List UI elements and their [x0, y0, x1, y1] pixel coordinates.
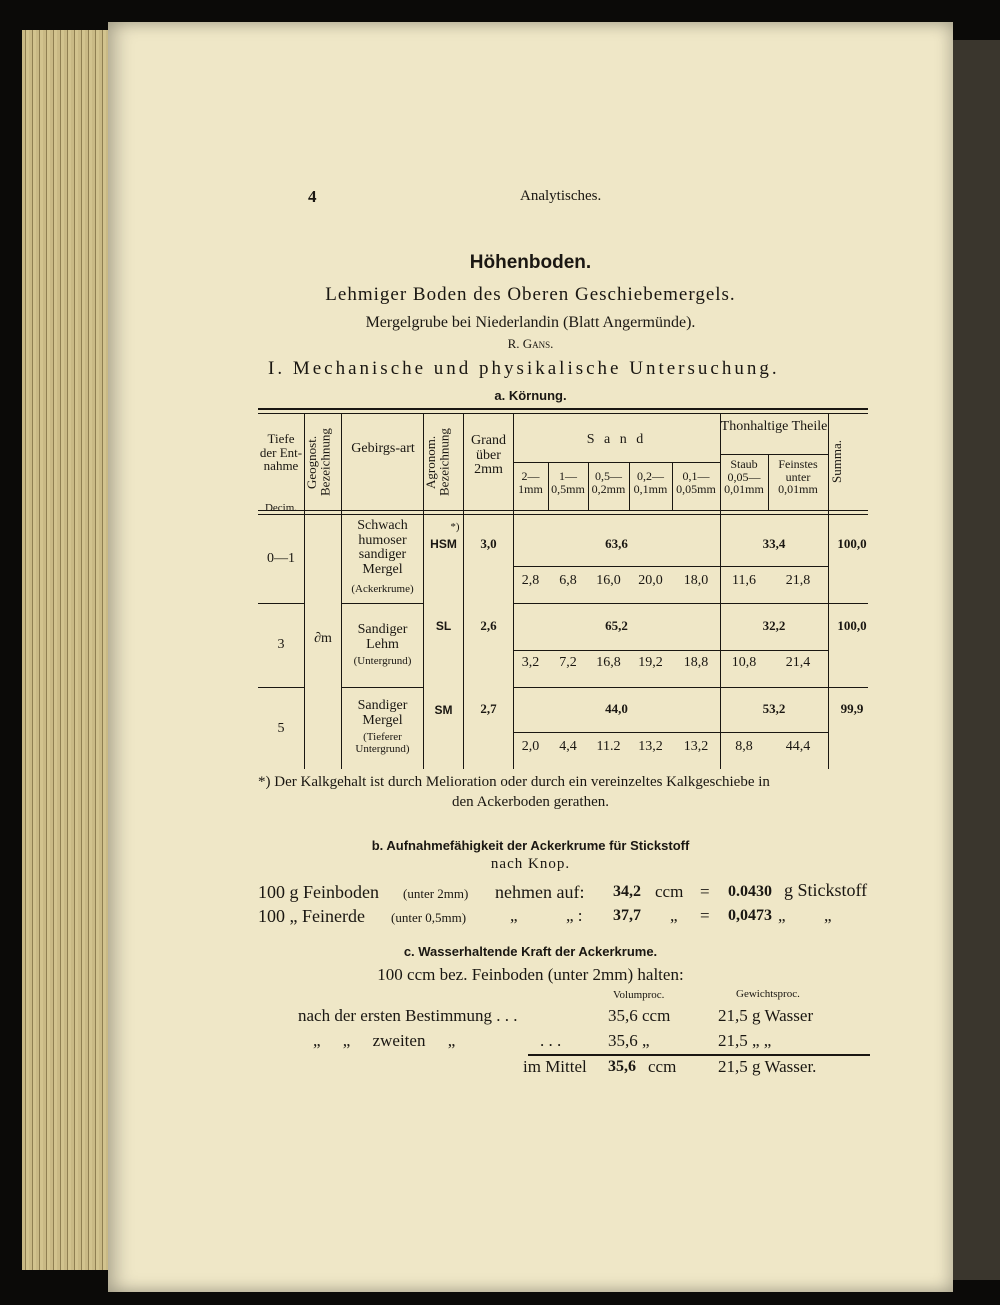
row-gebirgsart-note: (Tieferer Untergrund)	[355, 731, 410, 755]
text: 0.0430	[728, 883, 772, 900]
row-gebirgsart: Sandiger Mergel	[357, 698, 408, 728]
row-sand-value: 6,8	[559, 573, 577, 588]
author-line: R. Gans.	[507, 336, 554, 351]
row-grand: 2,7	[480, 701, 497, 716]
text: ccm	[655, 882, 684, 901]
mean-label: im Mittel	[523, 1057, 587, 1076]
row-sand-value: 19,2	[638, 655, 663, 670]
book-page	[108, 22, 953, 1292]
row-tiefe: 0—1	[267, 551, 295, 566]
text: (unter 2mm)	[403, 886, 469, 901]
row-grand: 2,6	[480, 618, 497, 633]
section-c-intro: 100 ccm bez. Feinboden (unter 2mm) halten:	[377, 965, 684, 984]
row-summa: 99,9	[840, 701, 864, 716]
row2-vol: 35,6 „	[608, 1031, 650, 1050]
geognost-value: ∂m	[314, 631, 332, 646]
row1-gew: 21,5 g Wasser	[718, 1006, 814, 1025]
text: 100 g Feinboden	[258, 882, 379, 902]
row-agronom: SM	[434, 703, 453, 717]
header-grand: Grand über 2mm	[471, 433, 506, 478]
row2-gew: 21,5 „ „	[718, 1031, 772, 1050]
row-tiefe: 3	[277, 637, 285, 652]
book-spine	[953, 40, 1000, 1280]
row-sand-total: 44,0	[605, 701, 628, 716]
footnote-marker: *)	[450, 521, 460, 533]
row-sand-value: 2,0	[521, 739, 540, 754]
row-sand-value: 16,0	[596, 573, 621, 588]
row-sand-value: 2,8	[521, 573, 540, 588]
header-sand-col2: 1— 0,5mm	[551, 469, 585, 496]
row-thon-total: 53,2	[762, 701, 786, 716]
row-gebirgsart: Sandiger Lehm	[357, 622, 408, 652]
row-agronom: HSM	[430, 537, 457, 551]
section-c-heading: c. Wasserhaltende Kraft der Ackerkrume.	[403, 944, 658, 959]
row-sand-value: 11.2	[596, 739, 621, 754]
text: nehmen auf:	[495, 882, 585, 902]
text: „	[670, 906, 678, 925]
section-b-sub: nach Knop.	[490, 856, 571, 872]
header-sand-col3: 0,5— 0,2mm	[591, 469, 626, 496]
header-sand-col5: 0,1— 0,05mm	[676, 469, 716, 496]
header-sand-col4: 0,2— 0,1mm	[633, 469, 668, 496]
header-thon-col1: Staub 0,05— 0,01mm	[724, 457, 764, 497]
row-thon-total: 32,2	[762, 618, 786, 633]
text: „ :	[566, 906, 583, 925]
page-number: 4	[308, 187, 317, 206]
row-sand-value: 3,2	[521, 655, 540, 670]
text: =	[700, 906, 710, 925]
row-sand-total: 63,6	[605, 536, 628, 551]
row-gebirgsart-note: (Ackerkrume)	[351, 583, 414, 595]
text: „	[778, 906, 786, 925]
text: „	[824, 906, 832, 925]
text: (unter 0,5mm)	[391, 910, 467, 925]
text: 37,7	[613, 907, 641, 924]
header-agronom: Agronom. Bezeichnung	[423, 428, 452, 496]
running-title: Analytisches.	[520, 188, 602, 204]
mean-vol-unit: ccm	[648, 1057, 677, 1076]
row2-dots: . . .	[540, 1031, 562, 1050]
subtitle: Lehmiger Boden des Oberen Geschiebemergels.	[325, 284, 736, 305]
row-thon-total: 33,4	[762, 536, 786, 551]
row-tiefe: 5	[277, 721, 285, 736]
col-gewichtsproc: Gewichtsproc.	[736, 988, 800, 1000]
row-summa: 100,0	[837, 536, 867, 551]
row-thon-value: 8,8	[735, 739, 753, 754]
footnote-line2: den Ackerboden gerathen.	[451, 794, 610, 810]
header-tiefe-unit: Decim.	[264, 502, 298, 514]
header-thon: Thonhaltige Theile	[720, 419, 828, 434]
section1a-heading: a. Körnung.	[494, 388, 567, 403]
sum-rule	[528, 1054, 870, 1056]
row-thon-value: 44,4	[785, 739, 811, 754]
row1-label: nach der ersten Bestimmung . . .	[298, 1006, 518, 1025]
text: 0,0473	[728, 907, 772, 924]
footnote-line1: *) Der Kalkgehalt ist durch Melioration oder durch ein vereinzeltes Kalkgeschiebe in	[258, 774, 770, 790]
row-gebirgsart-note: (Untergrund)	[353, 655, 412, 667]
header-gebirgsart: Gebirgs-art	[351, 441, 415, 456]
page-edges	[22, 30, 112, 1270]
header-thon-col2: Feinstes unter 0,01mm	[778, 457, 818, 497]
header-geognost: Geognost. Bezeichnung	[304, 428, 333, 496]
text: „	[510, 906, 518, 925]
row-sand-value: 7,2	[559, 655, 577, 670]
row-thon-value: 21,4	[785, 655, 811, 670]
header-tiefe: Tiefe der Ent-nahme	[259, 431, 303, 474]
row-sand-value: 18,0	[683, 573, 709, 588]
row-agronom: SL	[435, 619, 452, 633]
row-sand-value: 16,8	[596, 655, 621, 670]
row-thon-value: 21,8	[785, 573, 811, 588]
section-b-heading: b. Aufnahmefähigkeit der Ackerkrume für Stickstoff	[371, 838, 690, 853]
text: 100 „ Feinerde	[258, 906, 365, 926]
row1-vol: 35,6 ccm	[608, 1006, 671, 1025]
main-title: Höhenboden.	[469, 252, 592, 273]
row2-label: „ „ zweiten „	[313, 1031, 456, 1050]
row-sand-value: 20,0	[638, 573, 663, 588]
section1-heading: I. Mechanische und physikalische Untersuchung.	[268, 358, 780, 379]
col-volumproc: Volumproc.	[613, 989, 665, 1001]
row-gebirgsart: Schwach humoser sandiger Mergel	[357, 518, 408, 578]
header-sand: S a n d	[586, 432, 647, 447]
location-line: Mergelgrube bei Niederlandin (Blatt Angermünde).	[365, 314, 696, 331]
row-sand-value: 18,8	[683, 655, 709, 670]
row-thon-value: 11,6	[732, 573, 756, 588]
mean-vol: 35,6	[608, 1058, 636, 1075]
row-thon-value: 10,8	[731, 655, 757, 670]
header-summa: Summa.	[829, 440, 844, 484]
row-grand: 3,0	[480, 536, 497, 551]
text: g Stickstoff	[784, 880, 868, 900]
row-sand-value: 13,2	[638, 739, 663, 754]
text: =	[700, 882, 710, 901]
header-sand-col1: 2— 1mm	[518, 469, 543, 496]
row-summa: 100,0	[837, 618, 867, 633]
row-sand-value: 13,2	[683, 739, 709, 754]
mean-gew: 21,5 g Wasser.	[718, 1057, 817, 1076]
text: 34,2	[613, 883, 641, 900]
row-sand-total: 65,2	[605, 618, 628, 633]
row-sand-value: 4,4	[559, 739, 577, 754]
